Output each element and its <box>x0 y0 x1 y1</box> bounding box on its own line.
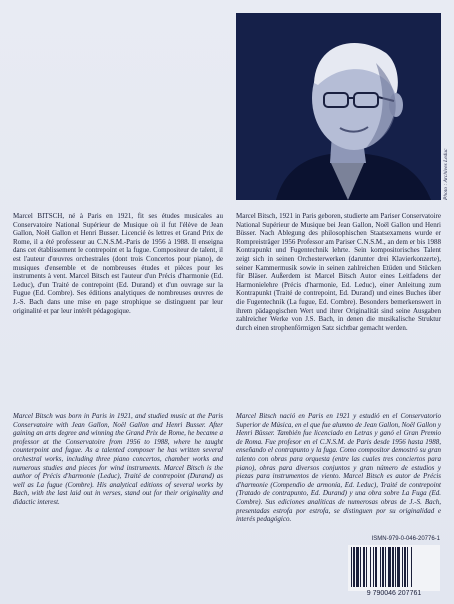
barcode-number: 9 790046 207761 <box>366 590 422 597</box>
bio-english: Marcel Bitsch was born in Paris in 1921, and studied music at the Paris Conservatoire with Jean Gallon, Noël Gallon and Henri Busser. After gaining an arts degree and winning the Grand Prix de Rome, he became a professor at the Conservatoire from 1956 to 1988, where he taught counterpoint and fugue. As a talented composer he has written several orchestral works, including three piano concertos, chamber works and numerous studies and pieces for wind instruments. Marcel Bitsch is the author of Précis d'harmonie (Leduc), Traité de contrepoint (Durand) as well as La fugue (Combre). His analytical editions of several works by Bach, with the last laid out in verses, stand out for their originality and didactic interest. <box>13 412 223 506</box>
portrait-image <box>236 13 441 200</box>
photo-credit: Photo : Archives Leduc <box>443 148 449 200</box>
bio-french: Marcel BITSCH, né à Paris en 1921, fit ses études musicales au Conservatoire National Supérieur de Musique où il fut l'élève de Jean Gallon, Noël Gallon et Henri Busser. Licencié ès lettres et Grand Prix de Rome, il a été professeur au C.N.S.M.-Paris de 1956 à 1988. Il enseigna dans cet établissement le contrepoint et la fugue. Compositeur de talent, il est l'auteur d'œuvres orchestrales (dont trois Concertos pour piano), de musiques d'ensemble et de nombreuses études et pièces pour les instruments à vent. Marcel Bitsch est l'auteur d'un Précis d'harmonie (Ed. Leduc), d'un Traité de contrepoint (Ed. Durand) et d'un ouvrage sur la Fugue (Ed. Combre). Ses éditions analytiques de nombreuses œuvres de J.-S. Bach dans une mise en page strophique se distinguent par leur originalité et par leur intérêt pédagogique. <box>13 212 223 315</box>
bio-german: Marcel Bitsch, 1921 in Paris geboren, studierte am Pariser Conservatoire National Supérieur de Musique bei Jean Gallon, Noël Gallon und Henri Büsser. Nach Ablegung des philosophischen Staatsexamens wurde er Rompreisträger 1956 Professor am Pariser C.N.S.M., an dem er bis 1988 Kontrapunkt und Fugentechnik lehrte. Sein kompositorisches Talent zeigt sich in seinen Orchesterwerken (darunter drei Klavierkonzerte), seiner Kammermusik sowie in seinen zahlreichen Etüden und Stücken für Bläser. Außerdem ist Marcel Bitsch Autor eines Leitfadens der Harmonielehre (Précis d'harmonie, Ed. Leduc), einer Anleitung zum Kontrapunkt (Traité de contrepoint, Ed. Durand) und eines Buches über die Fugentechnik (La fugue, Ed. Combre). Besonders bemerkenswert in ihrem pädagogischen Wert und ihrer Originalität sind seine Ausgaben zahlreicher Werke von J.S. Bach, in denen die musikalische Struktur durch einen strophenförmigen Satz sichtbar gemacht werden. <box>236 212 441 332</box>
barcode <box>348 545 440 591</box>
barcode-bars <box>348 545 440 591</box>
portrait-photo <box>236 13 441 200</box>
ismn-label: ISMN-979-0-046-20776-1 <box>371 536 440 542</box>
bio-spanish: Marcel Bitsch nació en Paris en 1921 y estudió en el Conservatorio Superior de Música, en el que fue alumno de Jean Gallon, Noël Gallon y Henri Büsser. También fue licenciado en Letras y ganó el Gran Premio de Roma. Fue profesor en el C.N.S.M. de Paris desde 1956 hasta 1988, enseñando el contrapunto y la fuga. Como compositor demostró su gran talento con obras para orquesta (entre las cuales tres conciertos para piano), obras para diversos conjuntos y gran número de estudios y piezas para instrumentos de viento. Marcel Bitsch es autor de Précis d'harmonie (Compendio de armonía, Ed. Leduc), Traité de contrepoint (Tratado de contrapunto, Ed. Durand) y una obra sobre La Fuga (Ed. Combre). Sus ediciones analíticas de numerosas obras de J.-S. Bach, presentadas estrofa por estrofa, se distinguen por su originalidad e interés pedagógico. <box>236 412 441 524</box>
